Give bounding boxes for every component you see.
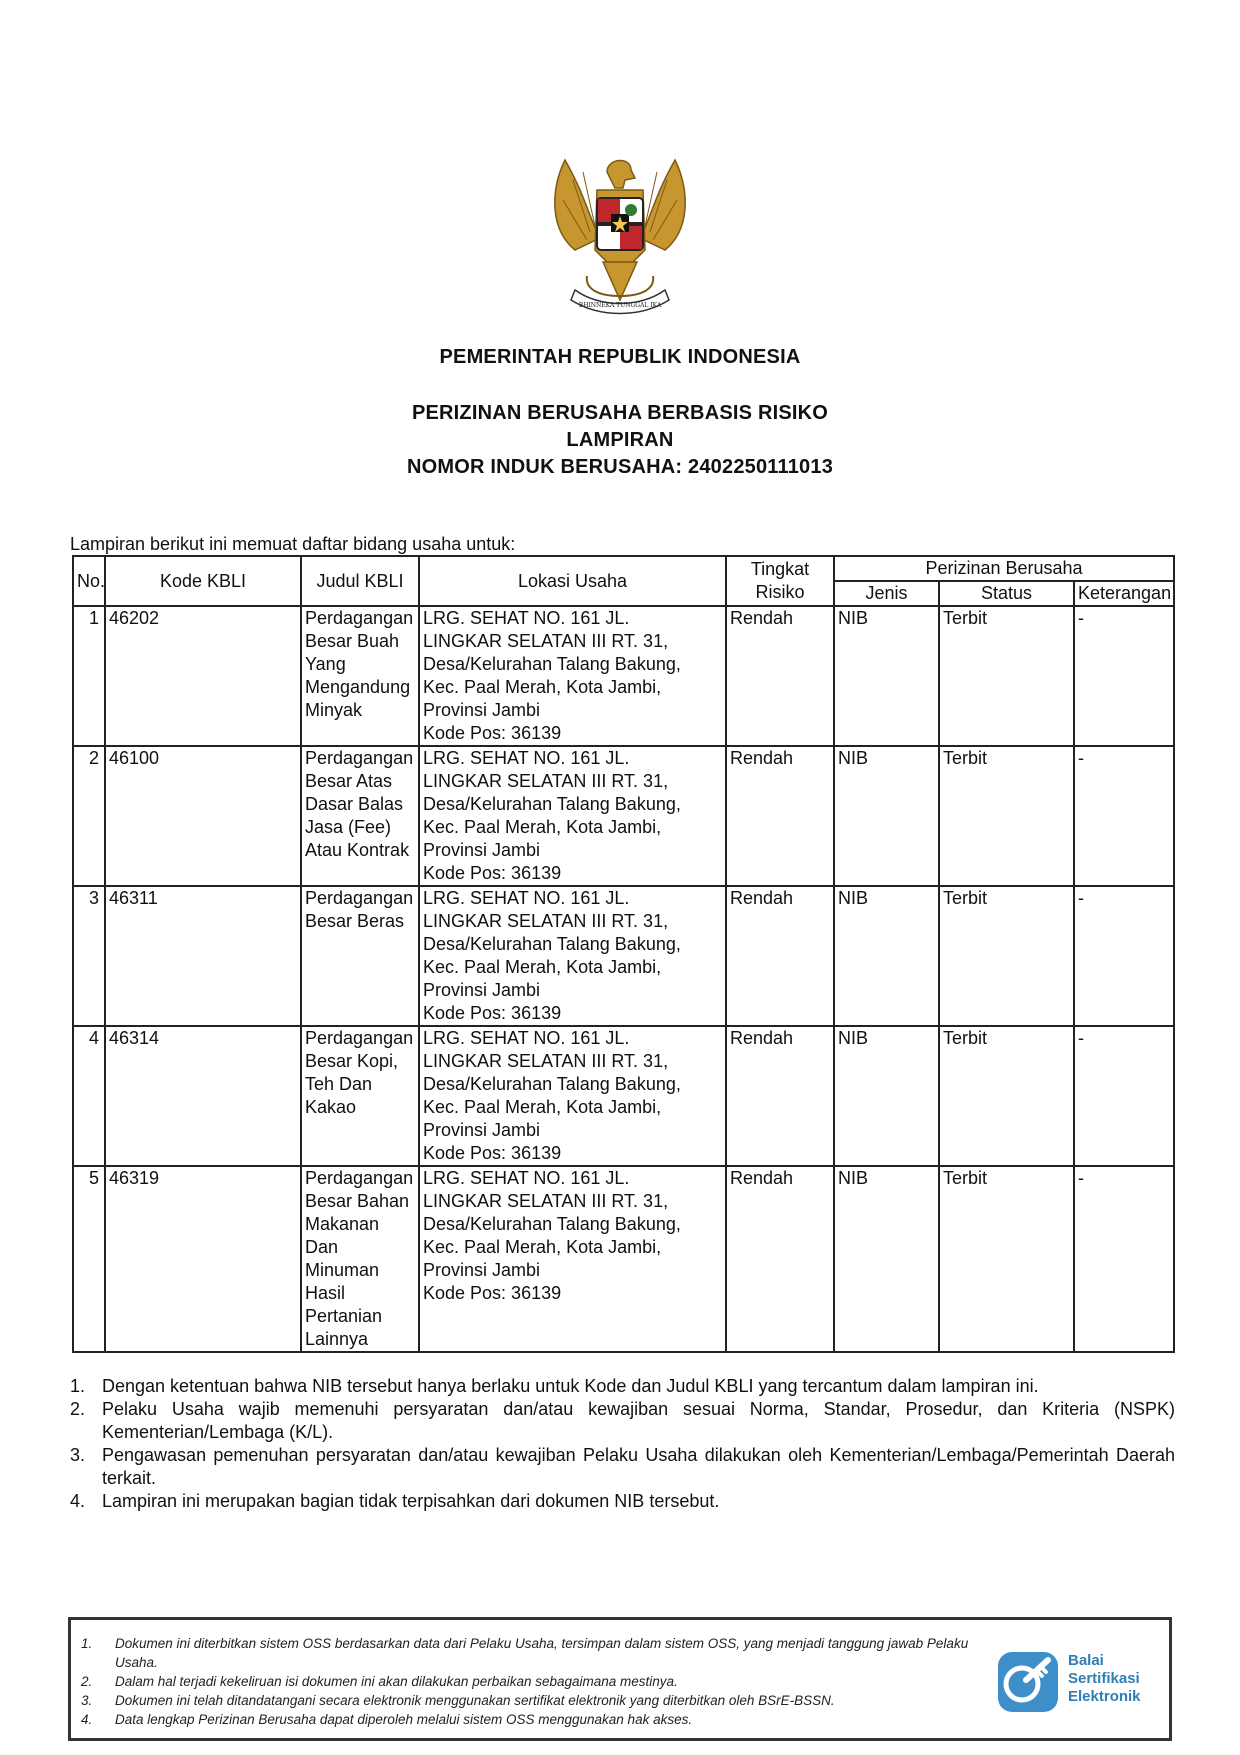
cell-lokasi-usaha-line: Kec. Paal Merah, Kota Jambi, — [423, 817, 662, 837]
header-no: No. — [73, 556, 105, 606]
cell-tingkat-risiko: Rendah — [726, 1026, 834, 1166]
footer-notes-list — [81, 1634, 981, 1729]
cell-lokasi-usaha-line: LRG. SEHAT NO. 161 JL. — [423, 748, 630, 768]
cell-judul-kbli-line: Teh Dan — [305, 1074, 373, 1094]
cell-kode-kbli: 46314 — [105, 1026, 301, 1166]
cell-lokasi-usaha-line: Kode Pos: 36139 — [423, 723, 562, 743]
note-item-text: Pelaku Usaha wajib memenuhi persyaratan dan/atau kewajiban sesuai Norma, Standar, Prosedur, dan Kriteria (NSPK) Kementerian/Lembaga (K/L). — [102, 1399, 1175, 1442]
footer-note-item-text: Dokumen ini telah ditandatangani secara elektronik menggunakan sertifikat elektronik yang diterbitkan oleh BSrE-BSSN. — [115, 1693, 835, 1708]
cell-judul-kbli-line: Dan — [305, 1237, 339, 1257]
cell-keterangan: - — [1074, 1026, 1174, 1166]
cell-no: 1 — [73, 606, 105, 746]
cell-judul-kbli-line: Minyak — [305, 700, 363, 720]
bse-logo-line1: Balai — [1068, 1652, 1104, 1669]
note-item-number: 2. — [70, 1399, 86, 1419]
table-row — [73, 886, 1174, 1026]
note-item — [70, 1490, 1175, 1513]
cell-kode-kbli: 46202 — [105, 606, 301, 746]
cell-tingkat-risiko: Rendah — [726, 1166, 834, 1352]
cell-lokasi-usaha — [419, 886, 726, 1026]
footer-box — [68, 1617, 1172, 1741]
cell-tingkat-risiko: Rendah — [726, 606, 834, 746]
cell-jenis: NIB — [834, 886, 939, 1026]
cell-no: 2 — [73, 746, 105, 886]
cell-lokasi-usaha-line: Kec. Paal Merah, Kota Jambi, — [423, 1097, 662, 1117]
cell-lokasi-usaha-line: Kec. Paal Merah, Kota Jambi, — [423, 1237, 662, 1257]
cell-lokasi-usaha — [419, 1166, 726, 1352]
cell-judul-kbli-line: Perdagangan — [305, 1168, 414, 1188]
cell-judul-kbli-line: Kakao — [305, 1097, 357, 1117]
footer-note-item — [81, 1710, 981, 1729]
cell-jenis: NIB — [834, 1166, 939, 1352]
cell-tingkat-risiko: Rendah — [726, 746, 834, 886]
cell-judul-kbli-line: Besar Atas — [305, 771, 393, 791]
cell-lokasi-usaha-line: Desa/Kelurahan Talang Bakung, — [423, 794, 681, 814]
footer-note-item-number: 2. — [81, 1674, 93, 1689]
cell-lokasi-usaha-line: Kec. Paal Merah, Kota Jambi, — [423, 957, 662, 977]
cell-judul-kbli-line: Pertanian — [305, 1306, 383, 1326]
document-subtitle: LAMPIRAN — [566, 429, 674, 451]
cell-lokasi-usaha-line: LRG. SEHAT NO. 161 JL. — [423, 888, 630, 908]
cell-lokasi-usaha-line: Desa/Kelurahan Talang Bakung, — [423, 1074, 681, 1094]
cell-jenis: NIB — [834, 1026, 939, 1166]
cell-status: Terbit — [939, 746, 1074, 886]
cell-lokasi-usaha — [419, 1026, 726, 1166]
cell-judul-kbli-line: Besar Buah — [305, 631, 400, 651]
cell-lokasi-usaha-line: Provinsi Jambi — [423, 1260, 541, 1280]
cell-keterangan: - — [1074, 1166, 1174, 1352]
nib-number: NOMOR INDUK BERUSAHA: 2402250111013 — [406, 456, 834, 478]
footer-note-item-number: 4. — [81, 1712, 93, 1727]
cell-keterangan: - — [1074, 606, 1174, 746]
footer-note-item — [81, 1691, 981, 1710]
cell-no: 4 — [73, 1026, 105, 1166]
table-row — [73, 746, 1174, 886]
bse-logo-text — [1068, 1652, 1141, 1706]
note-item — [70, 1444, 1175, 1490]
note-item — [70, 1375, 1175, 1398]
cell-lokasi-usaha-line: LINGKAR SELATAN III RT. 31, — [423, 771, 669, 791]
footer-note-item-text: Dokumen ini diterbitkan sistem OSS berdasarkan data dari Pelaku Usaha, tersimpan dalam sistem OSS, yang menjadi tanggung jawab Pelaku Usaha. — [115, 1636, 969, 1670]
kbli-table — [72, 555, 1175, 1353]
note-item-text: Dengan ketentuan bahwa NIB tersebut hanya berlaku untuk Kode dan Judul KBLI yang tercantum dalam lampiran ini. — [102, 1376, 1039, 1396]
cell-judul-kbli-line: Jasa (Fee) — [305, 817, 392, 837]
document-title-block — [0, 400, 1240, 481]
cell-lokasi-usaha-line: Kode Pos: 36139 — [423, 1143, 562, 1163]
cell-lokasi-usaha — [419, 606, 726, 746]
header-judul-kbli: Judul KBLI — [301, 556, 419, 606]
cell-judul-kbli-line: Minuman — [305, 1260, 380, 1280]
cell-no: 3 — [73, 886, 105, 1026]
cell-jenis: NIB — [834, 746, 939, 886]
table-row — [73, 606, 1174, 746]
cell-kode-kbli: 46319 — [105, 1166, 301, 1352]
cell-lokasi-usaha-line: Kode Pos: 36139 — [423, 863, 562, 883]
header-perizinan-berusaha: Perizinan Berusaha — [834, 556, 1174, 581]
cell-lokasi-usaha-line: LINGKAR SELATAN III RT. 31, — [423, 1051, 669, 1071]
note-item-text: Pengawasan pemenuhan persyaratan dan/atau kewajiban Pelaku Usaha dilakukan oleh Kementerian/Lembaga/Pemerintah Daerah terkait. — [102, 1445, 1175, 1488]
cell-status: Terbit — [939, 1166, 1074, 1352]
cell-lokasi-usaha-line: LINGKAR SELATAN III RT. 31, — [423, 1191, 669, 1211]
cell-kode-kbli: 46311 — [105, 886, 301, 1026]
cell-judul-kbli-line: Yang — [305, 654, 346, 674]
cell-lokasi-usaha-line: Kode Pos: 36139 — [423, 1003, 562, 1023]
cell-judul-kbli-line: Mengandung — [305, 677, 411, 697]
cell-judul-kbli-line: Atau Kontrak — [305, 840, 410, 860]
cell-keterangan: - — [1074, 886, 1174, 1026]
cell-judul-kbli — [301, 746, 419, 886]
cell-lokasi-usaha-line: LINGKAR SELATAN III RT. 31, — [423, 911, 669, 931]
cell-tingkat-risiko: Rendah — [726, 886, 834, 1026]
table-row — [73, 1026, 1174, 1166]
footer-note-item-number: 3. — [81, 1693, 93, 1708]
document-title: PERIZINAN BERUSAHA BERBASIS RISIKO — [411, 402, 829, 424]
footer-note-item-text: Dalam hal terjadi kekeliruan isi dokumen ini akan dilakukan perbaikan sebagaimana mestinya. — [115, 1674, 678, 1689]
note-item-number: 1. — [70, 1376, 86, 1396]
cell-status: Terbit — [939, 1026, 1074, 1166]
svg-text:BHINNEKA TUNGGAL IKA: BHINNEKA TUNGGAL IKA — [578, 302, 662, 309]
cell-judul-kbli-line: Hasil — [305, 1283, 346, 1303]
cell-lokasi-usaha-line: Kec. Paal Merah, Kota Jambi, — [423, 677, 662, 697]
cell-jenis: NIB — [834, 606, 939, 746]
cell-lokasi-usaha-line: LRG. SEHAT NO. 161 JL. — [423, 1168, 630, 1188]
cell-status: Terbit — [939, 886, 1074, 1026]
kbli-table-body — [73, 606, 1174, 1352]
note-item-number: 3. — [70, 1445, 86, 1465]
cell-lokasi-usaha-line: Kode Pos: 36139 — [423, 1283, 562, 1303]
footer-note-item — [81, 1672, 981, 1691]
cell-keterangan: - — [1074, 746, 1174, 886]
cell-lokasi-usaha — [419, 746, 726, 886]
cell-judul-kbli — [301, 1026, 419, 1166]
cell-lokasi-usaha-line: Provinsi Jambi — [423, 700, 541, 720]
footer-note-item-number: 1. — [81, 1636, 93, 1651]
header-risiko: Risiko — [755, 582, 805, 602]
intro-text: Lampiran berikut ini memuat daftar bidang usaha untuk: — [70, 534, 516, 554]
header-keterangan: Keterangan — [1074, 581, 1174, 606]
table-row — [73, 1166, 1174, 1352]
cell-lokasi-usaha-line: Provinsi Jambi — [423, 840, 541, 860]
bse-logo-line3: Elektronik — [1068, 1688, 1141, 1705]
bse-logo — [996, 1646, 1166, 1718]
cell-judul-kbli-line: Lainnya — [305, 1329, 369, 1349]
header-lokasi-usaha: Lokasi Usaha — [419, 556, 726, 606]
cell-judul-kbli-line: Besar Beras — [305, 911, 405, 931]
header-tingkat: Tingkat — [750, 559, 810, 579]
cell-judul-kbli — [301, 606, 419, 746]
footer-note-item-text: Data lengkap Perizinan Berusaha dapat diperoleh melalui sistem OSS menggunakan hak akses. — [115, 1712, 693, 1727]
cell-no: 5 — [73, 1166, 105, 1352]
cell-judul-kbli-line: Perdagangan — [305, 748, 414, 768]
cell-lokasi-usaha-line: Provinsi Jambi — [423, 980, 541, 1000]
cell-lokasi-usaha-line: LINGKAR SELATAN III RT. 31, — [423, 631, 669, 651]
header-status: Status — [939, 581, 1074, 606]
cell-judul-kbli-line: Perdagangan — [305, 608, 414, 628]
note-item-number: 4. — [70, 1491, 86, 1511]
bse-logo-line2: Sertifikasi — [1068, 1670, 1140, 1687]
note-item — [70, 1398, 1175, 1444]
cell-kode-kbli: 46100 — [105, 746, 301, 886]
cell-judul-kbli — [301, 1166, 419, 1352]
footer-note-item — [81, 1634, 981, 1672]
notes-list — [70, 1375, 1175, 1513]
cell-lokasi-usaha-line: Desa/Kelurahan Talang Bakung, — [423, 654, 681, 674]
cell-judul-kbli-line: Makanan — [305, 1214, 380, 1234]
garuda-emblem-icon — [545, 150, 695, 320]
cell-lokasi-usaha-line: LRG. SEHAT NO. 161 JL. — [423, 1028, 630, 1048]
cell-lokasi-usaha-line: Desa/Kelurahan Talang Bakung, — [423, 1214, 681, 1234]
header-tingkat-risiko — [726, 556, 834, 606]
cell-lokasi-usaha-line: Desa/Kelurahan Talang Bakung, — [423, 934, 681, 954]
cell-judul-kbli-line: Besar Bahan — [305, 1191, 410, 1211]
cell-judul-kbli-line: Dasar Balas — [305, 794, 404, 814]
header-kode-kbli: Kode KBLI — [105, 556, 301, 606]
cell-judul-kbli — [301, 886, 419, 1026]
bse-logo-icon — [996, 1650, 1060, 1714]
cell-judul-kbli-line: Perdagangan — [305, 888, 414, 908]
cell-status: Terbit — [939, 606, 1074, 746]
header-jenis: Jenis — [834, 581, 939, 606]
cell-lokasi-usaha-line: Provinsi Jambi — [423, 1120, 541, 1140]
cell-lokasi-usaha-line: LRG. SEHAT NO. 161 JL. — [423, 608, 630, 628]
note-item-text: Lampiran ini merupakan bagian tidak terpisahkan dari dokumen NIB tersebut. — [102, 1491, 720, 1511]
cell-judul-kbli-line: Perdagangan — [305, 1028, 414, 1048]
government-heading: PEMERINTAH REPUBLIK INDONESIA — [439, 346, 801, 368]
cell-judul-kbli-line: Besar Kopi, — [305, 1051, 399, 1071]
